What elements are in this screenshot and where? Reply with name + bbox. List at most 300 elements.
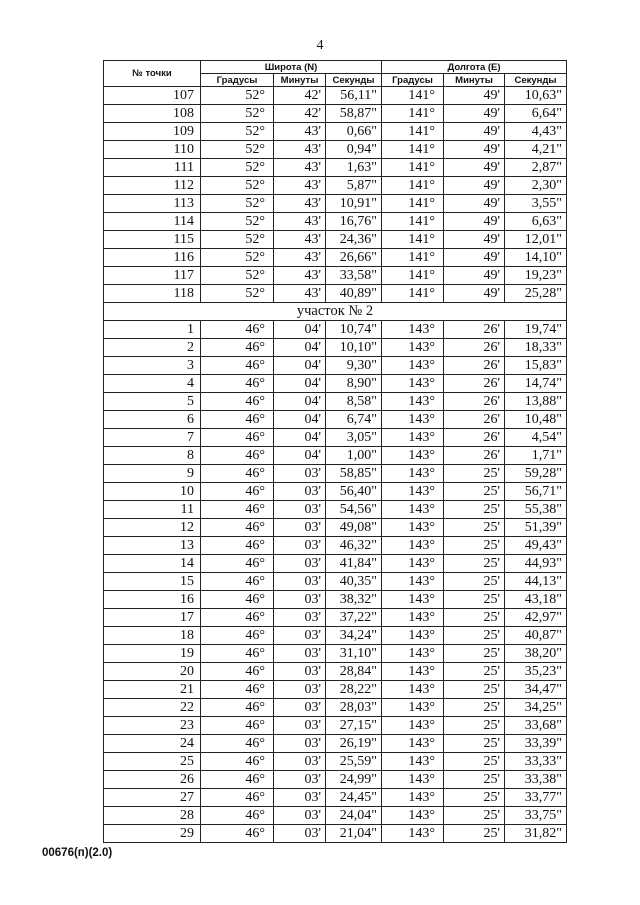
cell-lon-degrees: 141° [382,177,444,195]
cell-point-number: 20 [104,663,201,681]
table-row [104,825,567,843]
cell-point-number: 116 [104,249,201,267]
table-row [104,645,567,663]
cell-lat-degrees: 52° [201,141,274,159]
cell-lat-minutes: 42' [274,87,326,105]
cell-lat-minutes: 04' [274,339,326,357]
cell-lat-degrees: 46° [201,807,274,825]
header-lat-minutes: Минуты [274,74,326,87]
cell-lon-minutes: 49' [444,231,505,249]
cell-point-number: 114 [104,213,201,231]
header-latitude: Широта (N) [201,61,382,74]
cell-lon-minutes: 25' [444,483,505,501]
cell-lon-minutes: 49' [444,87,505,105]
cell-lat-minutes: 03' [274,609,326,627]
table-row [104,465,567,483]
cell-lat-minutes: 43' [274,177,326,195]
cell-point-number: 4 [104,375,201,393]
cell-lat-seconds: 0,94" [326,141,382,159]
cell-point-number: 115 [104,231,201,249]
cell-lon-minutes: 49' [444,213,505,231]
cell-lat-seconds: 56,11" [326,87,382,105]
cell-lon-seconds: 14,10" [505,249,567,267]
cell-lon-seconds: 33,38" [505,771,567,789]
cell-lon-minutes: 25' [444,699,505,717]
table-row [104,591,567,609]
cell-lat-degrees: 52° [201,195,274,213]
cell-lat-degrees: 46° [201,339,274,357]
table-row [104,321,567,339]
cell-lat-minutes: 03' [274,555,326,573]
cell-lat-minutes: 43' [274,267,326,285]
cell-lon-seconds: 51,39" [505,519,567,537]
cell-lon-minutes: 49' [444,123,505,141]
cell-lon-minutes: 49' [444,267,505,285]
cell-lat-minutes: 03' [274,483,326,501]
cell-lon-degrees: 143° [382,537,444,555]
table-body-section-1 [104,87,567,303]
cell-point-number: 117 [104,267,201,285]
cell-lon-seconds: 44,13" [505,573,567,591]
cell-lat-seconds: 10,10" [326,339,382,357]
cell-lat-degrees: 46° [201,357,274,375]
cell-lat-degrees: 52° [201,231,274,249]
cell-lat-seconds: 24,45" [326,789,382,807]
cell-lat-seconds: 33,58" [326,267,382,285]
cell-lon-degrees: 143° [382,465,444,483]
cell-lon-seconds: 25,28" [505,285,567,303]
cell-lat-seconds: 26,19" [326,735,382,753]
cell-point-number: 110 [104,141,201,159]
cell-lat-degrees: 46° [201,771,274,789]
cell-lon-degrees: 143° [382,609,444,627]
table-row [104,105,567,123]
cell-lon-minutes: 49' [444,105,505,123]
table-row [104,483,567,501]
cell-lon-minutes: 26' [444,447,505,465]
cell-lon-degrees: 143° [382,771,444,789]
cell-lon-minutes: 49' [444,141,505,159]
cell-lat-seconds: 37,22" [326,609,382,627]
table-row [104,519,567,537]
table-row [104,177,567,195]
cell-lat-minutes: 43' [274,231,326,249]
cell-lat-minutes: 03' [274,807,326,825]
cell-lon-degrees: 143° [382,573,444,591]
cell-lon-minutes: 25' [444,807,505,825]
cell-lat-seconds: 3,05" [326,429,382,447]
cell-lon-seconds: 34,25" [505,699,567,717]
cell-lon-degrees: 143° [382,789,444,807]
table-row [104,195,567,213]
cell-lon-minutes: 49' [444,177,505,195]
cell-lon-seconds: 6,64" [505,105,567,123]
table-row [104,267,567,285]
cell-lat-seconds: 5,87" [326,177,382,195]
table-row [104,123,567,141]
cell-point-number: 22 [104,699,201,717]
table-row [104,699,567,717]
cell-lat-minutes: 04' [274,393,326,411]
cell-lat-degrees: 46° [201,537,274,555]
cell-lon-minutes: 25' [444,681,505,699]
cell-lon-minutes: 25' [444,573,505,591]
cell-lon-seconds: 3,55" [505,195,567,213]
cell-lat-degrees: 52° [201,249,274,267]
cell-lat-minutes: 43' [274,285,326,303]
cell-lon-degrees: 141° [382,105,444,123]
cell-point-number: 15 [104,573,201,591]
table-row [104,87,567,105]
cell-point-number: 16 [104,591,201,609]
cell-point-number: 17 [104,609,201,627]
header-lat-seconds: Секунды [326,74,382,87]
cell-lon-degrees: 141° [382,87,444,105]
cell-lon-degrees: 143° [382,447,444,465]
cell-lat-minutes: 03' [274,681,326,699]
cell-lon-seconds: 33,77" [505,789,567,807]
cell-lon-degrees: 141° [382,231,444,249]
cell-lon-degrees: 143° [382,375,444,393]
table-row [104,627,567,645]
cell-lat-minutes: 42' [274,105,326,123]
table-row [104,213,567,231]
cell-point-number: 14 [104,555,201,573]
table-row [104,339,567,357]
cell-lat-degrees: 46° [201,483,274,501]
cell-lon-seconds: 10,48" [505,411,567,429]
cell-point-number: 24 [104,735,201,753]
table-body-section-heading [104,303,567,321]
page-number: 4 [316,38,324,53]
table-row [104,141,567,159]
cell-lon-seconds: 19,23" [505,267,567,285]
cell-lon-seconds: 12,01" [505,231,567,249]
cell-lon-seconds: 14,74" [505,375,567,393]
cell-lat-degrees: 46° [201,645,274,663]
cell-lat-seconds: 28,22" [326,681,382,699]
cell-point-number: 3 [104,357,201,375]
cell-lat-minutes: 03' [274,465,326,483]
table-row [104,789,567,807]
cell-lon-seconds: 2,87" [505,159,567,177]
cell-lat-seconds: 10,74" [326,321,382,339]
cell-lon-degrees: 143° [382,699,444,717]
cell-lat-degrees: 46° [201,501,274,519]
table-row [104,807,567,825]
cell-lon-seconds: 6,63" [505,213,567,231]
cell-lat-minutes: 04' [274,447,326,465]
table-row [104,537,567,555]
cell-lon-seconds: 15,83" [505,357,567,375]
cell-lat-degrees: 46° [201,735,274,753]
cell-lon-minutes: 26' [444,393,505,411]
cell-lon-minutes: 49' [444,249,505,267]
cell-lat-degrees: 46° [201,609,274,627]
cell-lat-minutes: 03' [274,645,326,663]
cell-lon-minutes: 49' [444,285,505,303]
table-row [104,285,567,303]
cell-lat-degrees: 46° [201,753,274,771]
cell-lon-minutes: 25' [444,663,505,681]
cell-lon-degrees: 143° [382,321,444,339]
cell-lat-degrees: 46° [201,789,274,807]
cell-lat-degrees: 46° [201,825,274,843]
table-row [104,429,567,447]
cell-lon-minutes: 25' [444,609,505,627]
cell-lon-degrees: 143° [382,591,444,609]
cell-lat-seconds: 1,00" [326,447,382,465]
table-row [104,159,567,177]
cell-lat-minutes: 03' [274,663,326,681]
cell-point-number: 25 [104,753,201,771]
cell-lat-seconds: 40,35" [326,573,382,591]
cell-lat-minutes: 03' [274,591,326,609]
cell-lon-minutes: 25' [444,627,505,645]
cell-lon-degrees: 141° [382,267,444,285]
cell-lat-seconds: 58,85" [326,465,382,483]
cell-lon-minutes: 25' [444,753,505,771]
cell-lon-degrees: 143° [382,735,444,753]
cell-lon-degrees: 143° [382,519,444,537]
cell-lat-minutes: 03' [274,825,326,843]
cell-lat-degrees: 46° [201,429,274,447]
table-row [104,735,567,753]
cell-lon-seconds: 34,47" [505,681,567,699]
cell-point-number: 11 [104,501,201,519]
cell-point-number: 113 [104,195,201,213]
cell-lat-degrees: 46° [201,591,274,609]
table-row [104,249,567,267]
cell-point-number: 10 [104,483,201,501]
table-row [104,771,567,789]
cell-lat-degrees: 46° [201,375,274,393]
cell-lat-seconds: 40,89" [326,285,382,303]
cell-lon-minutes: 26' [444,321,505,339]
cell-lon-degrees: 143° [382,807,444,825]
cell-lon-minutes: 25' [444,825,505,843]
cell-lat-seconds: 24,99" [326,771,382,789]
cell-lon-seconds: 44,93" [505,555,567,573]
cell-lon-degrees: 143° [382,663,444,681]
cell-lat-minutes: 03' [274,717,326,735]
cell-lon-seconds: 55,38" [505,501,567,519]
table-row [104,357,567,375]
cell-lat-seconds: 16,76" [326,213,382,231]
cell-lat-degrees: 46° [201,627,274,645]
cell-point-number: 1 [104,321,201,339]
cell-lat-minutes: 03' [274,753,326,771]
table-row [104,501,567,519]
cell-lon-minutes: 25' [444,789,505,807]
cell-lat-seconds: 54,56" [326,501,382,519]
cell-lat-degrees: 46° [201,447,274,465]
cell-lon-seconds: 4,54" [505,429,567,447]
header-lon-seconds: Секунды [505,74,567,87]
cell-lat-seconds: 8,90" [326,375,382,393]
coordinates-table [103,60,567,843]
cell-lat-seconds: 56,40" [326,483,382,501]
cell-lon-seconds: 19,74" [505,321,567,339]
table-row [104,411,567,429]
cell-lon-seconds: 18,33" [505,339,567,357]
table-row [104,663,567,681]
cell-lat-minutes: 04' [274,375,326,393]
cell-lat-seconds: 24,36" [326,231,382,249]
cell-lat-degrees: 46° [201,663,274,681]
section-row [104,303,567,321]
cell-lat-degrees: 52° [201,159,274,177]
cell-lon-degrees: 143° [382,681,444,699]
cell-point-number: 18 [104,627,201,645]
cell-lat-seconds: 28,03" [326,699,382,717]
cell-lat-minutes: 43' [274,249,326,267]
cell-lon-degrees: 143° [382,483,444,501]
cell-lat-degrees: 52° [201,285,274,303]
cell-lat-minutes: 03' [274,771,326,789]
cell-lon-seconds: 43,18" [505,591,567,609]
cell-lat-degrees: 46° [201,699,274,717]
cell-lat-minutes: 03' [274,627,326,645]
cell-lat-degrees: 46° [201,411,274,429]
cell-lon-minutes: 25' [444,501,505,519]
cell-lat-degrees: 46° [201,519,274,537]
table-row [104,231,567,249]
cell-lon-seconds: 33,75" [505,807,567,825]
cell-lon-seconds: 42,97" [505,609,567,627]
cell-point-number: 111 [104,159,201,177]
cell-lat-minutes: 43' [274,213,326,231]
cell-lon-degrees: 143° [382,339,444,357]
header-lon-degrees: Градусы [382,74,444,87]
cell-lat-minutes: 43' [274,195,326,213]
cell-lon-minutes: 25' [444,771,505,789]
cell-lon-minutes: 25' [444,735,505,753]
cell-lat-degrees: 46° [201,321,274,339]
cell-lon-seconds: 56,71" [505,483,567,501]
cell-lon-degrees: 143° [382,825,444,843]
cell-lon-minutes: 26' [444,375,505,393]
table-row [104,717,567,735]
cell-lat-seconds: 1,63" [326,159,382,177]
cell-lat-seconds: 58,87" [326,105,382,123]
cell-lat-seconds: 26,66" [326,249,382,267]
cell-lon-seconds: 35,23" [505,663,567,681]
cell-lon-seconds: 4,21" [505,141,567,159]
header-lat-degrees: Градусы [201,74,274,87]
cell-lon-seconds: 33,68" [505,717,567,735]
cell-lon-degrees: 141° [382,159,444,177]
table-row [104,609,567,627]
cell-lon-degrees: 141° [382,249,444,267]
cell-lat-degrees: 52° [201,123,274,141]
cell-lon-minutes: 25' [444,555,505,573]
cell-lon-degrees: 143° [382,645,444,663]
cell-point-number: 23 [104,717,201,735]
table-body-section-2 [104,321,567,843]
cell-lat-seconds: 41,84" [326,555,382,573]
cell-lon-degrees: 143° [382,393,444,411]
cell-lat-degrees: 46° [201,681,274,699]
cell-lon-seconds: 31,82" [505,825,567,843]
cell-lat-degrees: 52° [201,267,274,285]
cell-lat-minutes: 04' [274,411,326,429]
cell-lon-degrees: 143° [382,555,444,573]
table-row [104,555,567,573]
cell-lon-degrees: 141° [382,141,444,159]
cell-lon-degrees: 143° [382,429,444,447]
cell-lat-seconds: 27,15" [326,717,382,735]
cell-lon-degrees: 141° [382,195,444,213]
cell-point-number: 21 [104,681,201,699]
cell-point-number: 6 [104,411,201,429]
cell-lat-seconds: 10,91" [326,195,382,213]
cell-lat-degrees: 52° [201,213,274,231]
cell-point-number: 108 [104,105,201,123]
cell-point-number: 109 [104,123,201,141]
header-longitude: Долгота (E) [382,61,567,74]
cell-lon-minutes: 26' [444,411,505,429]
cell-lat-seconds: 31,10" [326,645,382,663]
cell-lat-minutes: 03' [274,735,326,753]
cell-lon-seconds: 40,87" [505,627,567,645]
cell-point-number: 2 [104,339,201,357]
table-row [104,375,567,393]
cell-lon-seconds: 1,71" [505,447,567,465]
cell-lat-degrees: 52° [201,105,274,123]
cell-lon-minutes: 25' [444,519,505,537]
table-row [104,573,567,591]
cell-lon-seconds: 2,30" [505,177,567,195]
cell-lon-degrees: 143° [382,357,444,375]
cell-lon-minutes: 25' [444,645,505,663]
cell-lon-seconds: 33,39" [505,735,567,753]
cell-lat-seconds: 21,04" [326,825,382,843]
cell-lat-seconds: 38,32" [326,591,382,609]
cell-lat-seconds: 46,32" [326,537,382,555]
cell-lat-minutes: 03' [274,573,326,591]
cell-lat-seconds: 28,84" [326,663,382,681]
cell-lon-minutes: 26' [444,339,505,357]
cell-lat-minutes: 43' [274,141,326,159]
table-row [104,447,567,465]
cell-lon-seconds: 49,43" [505,537,567,555]
cell-lat-degrees: 46° [201,393,274,411]
cell-lon-minutes: 49' [444,159,505,177]
cell-lon-minutes: 49' [444,195,505,213]
cell-point-number: 118 [104,285,201,303]
cell-lon-minutes: 25' [444,537,505,555]
cell-lat-minutes: 03' [274,537,326,555]
cell-lat-minutes: 04' [274,321,326,339]
cell-point-number: 5 [104,393,201,411]
cell-point-number: 107 [104,87,201,105]
cell-lat-degrees: 46° [201,465,274,483]
cell-lat-degrees: 46° [201,717,274,735]
cell-lon-minutes: 25' [444,591,505,609]
cell-lat-minutes: 43' [274,159,326,177]
table-row [104,681,567,699]
cell-lon-degrees: 143° [382,411,444,429]
cell-lat-minutes: 04' [274,429,326,447]
cell-lat-minutes: 03' [274,789,326,807]
cell-point-number: 7 [104,429,201,447]
cell-point-number: 19 [104,645,201,663]
section-title: участок № 2 [104,303,567,321]
cell-lat-seconds: 0,66" [326,123,382,141]
cell-lat-seconds: 25,59" [326,753,382,771]
cell-point-number: 27 [104,789,201,807]
